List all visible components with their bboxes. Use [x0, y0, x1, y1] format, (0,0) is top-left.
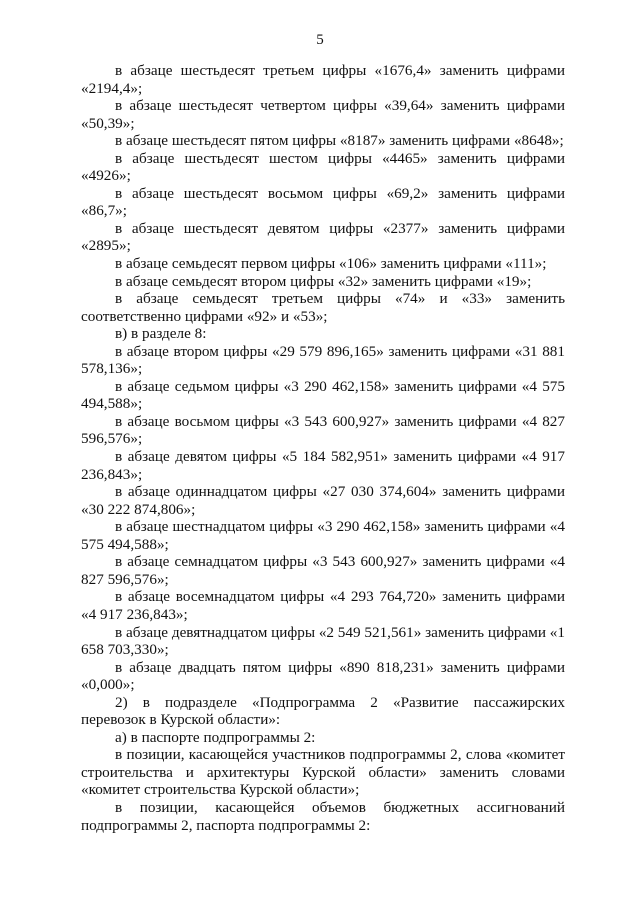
paragraph: в абзаце одиннадцатом цифры «27 030 374,604» заменить цифрами «30 222 874,806»; — [81, 483, 565, 518]
section-heading: а) в паспорте подпрограммы 2: — [115, 728, 316, 746]
paragraph: в абзаце семьдесят третьем цифры «74» и «33» заменить соответственно цифрами «92» и «53»; — [81, 290, 565, 325]
paragraph: в абзаце шестьдесят пятом цифры «8187» заменить цифрами «8648»; — [115, 132, 564, 150]
paragraph: в абзаце восемнадцатом цифры «4 293 764,720» заменить цифрами «4 917 236,843»; — [81, 588, 565, 623]
paragraph: в абзаце шестьдесят шестом цифры «4465» заменить цифрами «4926»; — [81, 149, 565, 185]
paragraph: в абзаце седьмом цифры «3 290 462,158» заменить цифрами «4 575 494,588»; — [81, 377, 565, 413]
page-number: 5 — [316, 32, 324, 48]
paragraph: в абзаце девятом цифры «5 184 582,951» заменить цифрами «4 917 236,843»; — [81, 448, 565, 483]
paragraph: в позиции, касающейся участников подпрограммы 2, слова «комитет строительства и архитектуры Курской области» заменить словами «комитет строительства Курской области»; — [81, 746, 565, 799]
paragraph: в абзаце шестьдесят четвертом цифры «39,64» заменить цифрами «50,39»; — [81, 97, 565, 132]
paragraph: в абзаце семнадцатом цифры «3 543 600,927» заменить цифрами «4 827 596,576»; — [81, 553, 565, 588]
section-heading: 2) в подразделе «Подпрограмма 2 «Развитие пассажирских перевозок в Курской области»: — [81, 693, 565, 729]
paragraph: в абзаце втором цифры «29 579 896,165» заменить цифрами «31 881 578,136»; — [81, 342, 565, 378]
paragraph: в абзаце шестьдесят восьмом цифры «69,2» заменить цифрами «86,7»; — [81, 184, 565, 220]
section-heading: в) в разделе 8: — [115, 325, 207, 343]
paragraph: в абзаце шестьдесят третьем цифры «1676,4» заменить цифрами «2194,4»; — [81, 62, 565, 97]
paragraph: в абзаце семьдесят первом цифры «106» заменить цифрами «111»; — [115, 255, 547, 273]
paragraph: в абзаце семьдесят втором цифры «32» заменить цифрами «19»; — [115, 272, 532, 290]
paragraph: в позиции, касающейся объемов бюджетных ассигнований подпрограммы 2, паспорта подпрограммы 2: — [81, 798, 565, 834]
paragraph: в абзаце восьмом цифры «3 543 600,927» заменить цифрами «4 827 596,576»; — [81, 412, 565, 448]
paragraph: в абзаце шестнадцатом цифры «3 290 462,158» заменить цифрами «4 575 494,588»; — [81, 518, 565, 553]
paragraph: в абзаце девятнадцатом цифры «2 549 521,561» заменить цифрами «1 658 703,330»; — [81, 623, 565, 659]
paragraph: в абзаце шестьдесят девятом цифры «2377» заменить цифрами «2895»; — [81, 219, 565, 255]
document-body — [81, 62, 565, 834]
paragraph: в абзаце двадцать пятом цифры «890 818,231» заменить цифрами «0,000»; — [81, 658, 565, 694]
